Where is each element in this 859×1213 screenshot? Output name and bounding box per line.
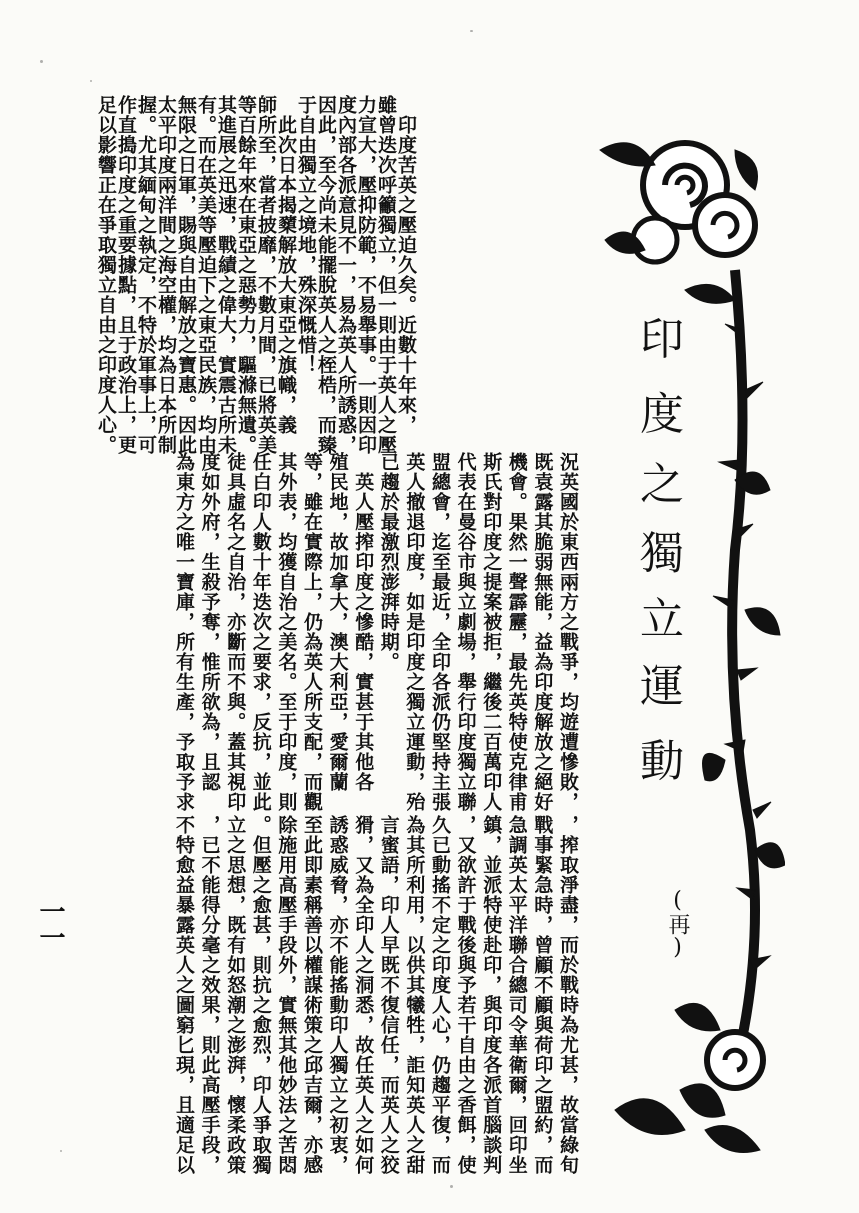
text-column: 力宣大，壓抑防範，不易舉事。一則因印	[355, 95, 377, 455]
text-column: 無限之日軍，賜與自由解放之寶惠。因此	[175, 95, 197, 455]
text-column: 此次日本揭櫫解放大東亞之旗幟，義	[275, 95, 297, 435]
title-char: 運	[640, 661, 684, 712]
text-column: 急調英太平洋聯合總司令華衛爾，回印坐	[505, 815, 528, 1175]
text-column: 雖曾迭次呼籲獨立，但一則由于英人之壓	[375, 95, 397, 455]
text-column: 英人壓搾印度之慘酷，實甚于其他各	[352, 452, 375, 792]
text-column: 等，雖在實際上，仍為英人所支配，而觀	[301, 452, 323, 812]
title-char: 印	[640, 314, 684, 365]
text-column: 至此即素稱善以權謀術策之邱吉爾，亦感	[301, 815, 323, 1175]
title-char: 之	[640, 459, 684, 510]
text-column: 為其所利用，以供其犧牲，詎知英人之甜	[403, 815, 426, 1175]
text-column: 度內部各派意見不一，易為英人所誘惑，	[335, 95, 357, 455]
text-column: 況英國於東西兩方之戰爭，均遊遭慘敗，	[557, 452, 579, 812]
text-column: 等百餘年來在東亞之惡勢力，驅滌無遺。	[235, 95, 257, 455]
text-column: 足以影響正在爭取獨立自由之印度人心。	[95, 95, 117, 455]
text-column: 除施用高壓手段外，實無其他妙法之苦悶	[275, 815, 298, 1175]
text-column: 有。而在英美等壓迫下之東亞民族，均由	[195, 95, 217, 455]
text-column: 度如外府，生殺予奪，惟所欲為，且認	[198, 452, 221, 792]
text-column: 英人撤退印度，如是印度之獨立運動，殆	[403, 452, 426, 812]
text-column: ，又欲許于戰後與予若干自由之香餌，使	[454, 815, 477, 1175]
part-marker: (再)	[665, 888, 690, 960]
text-column: 其外表，均獲自治之美名。至于印度，則	[275, 452, 298, 812]
title-char: 動	[640, 736, 684, 787]
title-char: 獨	[640, 528, 684, 579]
text-column: 印度苦英之壓迫久矣。近數十年來，	[395, 95, 417, 435]
text-column: 作直搗印度之重要據點，且于政治上，更	[115, 95, 137, 455]
text-column: 徒具虛名之自治，亦斷而不與。蓋其視印	[224, 452, 247, 812]
text-column: 機會。果然一聲霹靂，最先英特使克律甫	[505, 452, 528, 812]
text-column: 為東方之唯一寶庫，所有生產，予取予求	[173, 452, 195, 812]
text-column: 。但壓之愈甚，則抗之愈烈，印人爭取獨	[249, 815, 272, 1175]
text-column: 誘惑威脅，亦不能搖動印人獨立之初衷，	[326, 815, 349, 1175]
scan-speck	[40, 60, 43, 63]
text-column: 久已動搖不定之印度人心，仍趨平復，而	[429, 815, 451, 1175]
text-column: 其進展之迅速，戰績之偉大，實震古所未	[215, 95, 237, 455]
scan-speck	[470, 30, 473, 32]
text-column: 已趨於最激烈澎湃時期。	[377, 452, 400, 672]
page-number: 一一	[35, 898, 65, 950]
text-column: 師所至，當者披靡，不數月間，已將英美	[255, 95, 277, 455]
text-column: 立之思想，既有如怒潮之澎湃，懷柔政策	[224, 815, 247, 1175]
text-column: 太平印度兩洋間之海空權，均為日本所制	[155, 95, 177, 455]
text-column: 任白印人數十年迭次之要求，反抗，並此	[249, 452, 272, 812]
text-column: 猾，又為全印人之洞悉，故任英人之如何	[352, 815, 375, 1175]
text-column: ，搾取淨盡，而於戰時為尤甚，故當綠旬	[557, 815, 579, 1175]
text-column: 于自由獨立之境地，殊深慨惜！	[295, 95, 317, 375]
text-column: 既袁露其脆弱無能，益為印度解放之絕好	[531, 452, 554, 812]
text-column: 代表在曼谷市與立劇場，舉行印度獨立聯	[454, 452, 477, 812]
text-column: ，已不能得分毫之效果，則此高壓手段，	[198, 815, 221, 1175]
scan-speck	[90, 80, 92, 82]
scan-speck	[450, 1185, 453, 1188]
text-column: 言蜜語，印人早既不復信任，而英人之狡	[377, 815, 400, 1175]
text-column: 殖民地，故加拿大，澳大利亞，愛爾蘭	[326, 452, 349, 792]
scan-speck	[60, 1150, 62, 1152]
text-column: 鎮，並派特使赴印，與印度各派首腦談判	[480, 815, 503, 1175]
text-column: 因此，至今尚未能擺脫英人之桎梏，而臻	[315, 95, 337, 455]
text-column: 戰事緊急時，曾顧不顧與荷印之盟約，而	[531, 815, 554, 1175]
text-column: 盟總會，迄至最近，全印各派仍堅持主張	[429, 452, 451, 812]
text-column: 不特愈益暴露英人之圖窮匕現，且適足以	[173, 815, 195, 1175]
title-char: 立	[640, 594, 684, 645]
text-column: 斯氏對印度之提案被拒，繼後二百萬印人	[480, 452, 503, 812]
rose-vine-illustration	[585, 130, 785, 1180]
scan-speck	[260, 1170, 262, 1173]
text-column: 握。尤其緬甸之執定，不特於軍事上，可	[135, 95, 157, 455]
title-char: 度	[640, 389, 684, 440]
